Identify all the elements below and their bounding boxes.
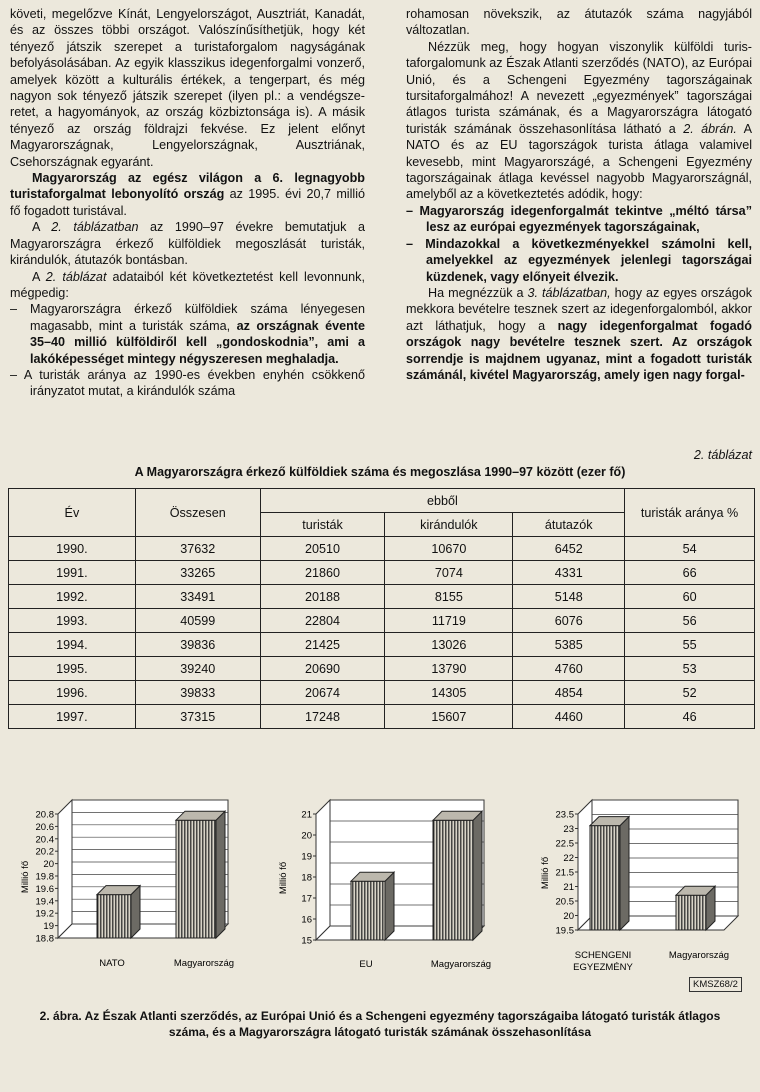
table-cell: 15607	[385, 705, 513, 729]
plot-area	[278, 800, 491, 970]
tick-label: 21.5	[555, 867, 574, 879]
table-cell: 1994.	[9, 633, 136, 657]
tick-label: 19.2	[35, 908, 54, 920]
table-reference: 2. táblázat	[693, 448, 752, 462]
table-cell: 6076	[513, 609, 625, 633]
table-body	[9, 537, 755, 729]
table-cell: 13026	[385, 633, 513, 657]
tick-label: 19.4	[35, 896, 54, 908]
text: Ha megnézzük a	[428, 285, 528, 300]
category-label-line: EGYEZMÉNY	[573, 962, 633, 973]
bar-side	[216, 811, 225, 938]
table-cell: 14305	[385, 681, 513, 705]
y-axis-label: Millió fő	[20, 860, 31, 894]
tick-label: 21	[563, 882, 574, 893]
table-row	[9, 705, 755, 729]
bar	[176, 811, 225, 938]
table-title: A Magyarországra érkező külföldiek száma és megoszlása 1990–97 között (ezer fő)	[134, 465, 626, 479]
chart-schengen	[528, 770, 756, 980]
bar	[433, 811, 482, 940]
left-column	[10, 6, 365, 400]
table-cell: 1997.	[9, 705, 136, 729]
italic-text: 2. táblázat	[45, 269, 107, 284]
header-tourists: turisták	[260, 513, 385, 537]
tick-label: 21	[301, 809, 312, 821]
italic-text: 2. táblázatban	[51, 220, 139, 235]
tick-label: 20.6	[35, 821, 54, 833]
table-cell: 5148	[513, 585, 625, 609]
header-share: turisták aránya %	[625, 489, 755, 537]
table-cell: 20188	[260, 585, 385, 609]
paragraph: követi, megelőzve Kínát, Lengyelországot, Ausztriát, Kanadát, és az összes többi országot. Valószínűsíthetjük, hogy két tényező játszik szerepet a turistaforgalom nagyságának befolyásolásában. Az egyik klasszikus idegenforgalmi vonzerő, amelyek között a kulturális értékek, a tengerpart, és még nagyon sok tényező játszik szerepet (ilyen pl.: a vendégszeretet, a hagyományok, az ország közbiztonsága is). A másik tényező az ország földrajzi fekvése. Ez jelent előnyt Magyarországnak, Lengyelországnak, Ausztriának, Csehországnak egyaránt.	[10, 7, 365, 169]
bar-front	[590, 826, 620, 930]
header-transit: átutazók	[513, 513, 625, 537]
tick-label: 20.5	[555, 896, 574, 908]
bold-text: Magyarország az egész világon a 6. legnagyobb turistaforgalmat lebonyolító ország	[10, 171, 365, 202]
table-cell: 1993.	[9, 609, 136, 633]
bar-front	[176, 820, 216, 938]
table-cell: 39836	[135, 633, 260, 657]
tick-label: 16	[301, 914, 312, 926]
bar	[97, 886, 140, 938]
table-row	[9, 585, 755, 609]
table-cell: 39833	[135, 681, 260, 705]
text: A	[32, 269, 46, 284]
tick-label: 19	[43, 921, 54, 933]
table-row	[9, 561, 755, 585]
text: hogy az egyes országok mekkora bevételre tesznek szert az idegenforgalomból, akkor azt láthatjuk, hogy a	[406, 285, 753, 333]
tick-label: 15	[301, 935, 312, 947]
header-excursionists: kirándulók	[385, 513, 513, 537]
italic-text: 3. táblázatban,	[527, 285, 611, 300]
table-cell: 66	[625, 561, 755, 585]
tick-label: 18.8	[35, 933, 54, 945]
figure-caption: 2. ábra. Az Észak Atlanti szerződés, az Európai Unió és a Schengeni egyezmény tagországaiba látogató turisták átlagos száma, és a Magyarországra látogató turisták számának összehasonlítása	[39, 1009, 721, 1039]
plot-area	[540, 800, 738, 973]
category-label	[573, 950, 633, 973]
paragraph	[406, 285, 752, 383]
list-item: – Magyarország idegenforgalmát tekintve „méltó társa” lesz az európai egyezmények tagországainak,	[406, 203, 752, 235]
table-row	[9, 633, 755, 657]
table-cell: 52	[625, 681, 755, 705]
table-cell: 4854	[513, 681, 625, 705]
tick-label: 20	[563, 911, 574, 922]
table-row	[9, 681, 755, 705]
category-label	[669, 950, 729, 961]
tick-label: 20.2	[35, 846, 54, 858]
bar-side	[620, 817, 629, 930]
tick-label: 20.8	[35, 809, 54, 821]
italic-text: 2. ábrán.	[683, 121, 737, 136]
text: – Magyarországra érkező külföldiek száma lényegesen magasabb, mint a turisták száma,	[10, 302, 365, 333]
table-cell: 1996.	[9, 681, 136, 705]
table-cell: 1990.	[9, 537, 136, 561]
bar-front	[351, 881, 385, 940]
list-item: – Mindazokkal a következményekkel számolni kell, amelyekkel az egyezmények jelenlegi tagországai küzdenek, vagy előnyeit élvezik.	[406, 236, 752, 284]
bar-front	[433, 820, 473, 940]
table-cell: 4331	[513, 561, 625, 585]
table-cell: 13790	[385, 657, 513, 681]
bar-top	[176, 811, 225, 820]
y-axis-label: Millió fő	[278, 861, 289, 895]
table-cell: 37315	[135, 705, 260, 729]
category-label-line: Magyarország	[430, 959, 492, 970]
tick-label: 17	[301, 893, 312, 905]
tick-label: 22	[563, 853, 574, 864]
side-wall	[58, 800, 72, 938]
table-cell: 39240	[135, 657, 260, 681]
header-year: Év	[9, 489, 136, 537]
table-cell: 20510	[260, 537, 385, 561]
chart-eu	[268, 770, 518, 975]
category-label-line: Magyarország	[173, 958, 235, 969]
bar-front	[97, 895, 131, 938]
tick-label: 19.8	[35, 871, 54, 883]
table-cell: 55	[625, 633, 755, 657]
header-group: ebből	[260, 489, 625, 513]
y-axis-label: Millió fő	[540, 856, 551, 890]
text: A NATO és az EU tagországok turista átlaga valamivel kevesebb, mint Magyarországé, a Schengeni Egyezmény tagországainak átlaga kevéssel nagyobb Magyarországnál, amelyből az a következtetés adódik, hogy:	[406, 121, 752, 202]
data-table	[8, 488, 755, 729]
tick-label: 22.5	[555, 838, 574, 850]
tick-label: 20.4	[35, 834, 54, 846]
category-label-line: EU	[359, 959, 373, 970]
tick-label: 20	[301, 830, 312, 842]
paragraph	[10, 170, 365, 219]
side-wall	[316, 800, 330, 940]
table-cell: 10670	[385, 537, 513, 561]
bar-top	[433, 811, 482, 820]
table-cell: 33265	[135, 561, 260, 585]
paragraph: rohamosan növekszik, az átutazók száma nagyjából változatlan.	[406, 7, 752, 38]
table-cell: 21860	[260, 561, 385, 585]
table-cell: 20690	[260, 657, 385, 681]
paragraph	[10, 219, 365, 268]
paragraph	[406, 39, 752, 203]
tick-label: 20	[43, 859, 54, 871]
text: adataiból két következtetést kell levonnunk, mégpedig:	[10, 269, 365, 300]
table-row	[9, 609, 755, 633]
figure-code: KMSZ68/2	[689, 977, 742, 992]
chart-nato	[10, 770, 260, 975]
bar-side	[385, 872, 394, 940]
table-cell: 60	[625, 585, 755, 609]
table-cell: 11719	[385, 609, 513, 633]
table-cell: 1995.	[9, 657, 136, 681]
category-label	[99, 958, 125, 969]
tick-label: 23.5	[555, 809, 574, 821]
table-cell: 4760	[513, 657, 625, 681]
bold-text: nagy idegenforgalmat fogadó országok nagy bevételre tesznek szert. Az országok sorrendje is majdnem ugyanaz, mint a fogadott turisták számánál, kivétel Magyarország, amely igen nagy forgal-	[406, 318, 753, 382]
table-cell: 8155	[385, 585, 513, 609]
tick-label: 23	[563, 824, 574, 835]
table-cell: 4460	[513, 705, 625, 729]
bar-front	[676, 895, 706, 930]
table-cell: 56	[625, 609, 755, 633]
text: A	[32, 220, 52, 235]
list-item: – A turisták aránya az 1990-es években enyhén csökkenő irányzatot mutat, a kirándulók száma	[10, 367, 365, 399]
header-total: Összesen	[135, 489, 260, 537]
tick-label: 19.6	[35, 883, 54, 895]
category-label-line: Magyarország	[668, 950, 730, 961]
text: Nézzük meg, hogy hogyan viszonylik külföldi turistaforgalomunk az Észak Atlanti szerződés (NATO), az Európai Unió, és a Schengeni Egyezmény tagországainak tursitaforgalmához! A nevezett „egyezmények” tagországai átlagos turista számának, és a Magyarországra látogató turisták számának összehasonlítása látható a	[406, 39, 753, 136]
table-cell: 21425	[260, 633, 385, 657]
table-cell: 22804	[260, 609, 385, 633]
paragraph	[10, 269, 365, 302]
text: az 1995. évi 20,7 millió fő fogadott turistával.	[10, 187, 366, 218]
list-item	[10, 301, 365, 367]
table-cell: 17248	[260, 705, 385, 729]
table-cell: 46	[625, 705, 755, 729]
bar-side	[473, 811, 482, 940]
table-row	[9, 537, 755, 561]
category-label-line: NATO	[99, 958, 125, 969]
bar	[676, 886, 715, 930]
bar	[351, 872, 394, 940]
text: az 1990–97 évekre bemutatjuk a Magyarországra érkező külföldiek megoszlását turisták, kirándulók, átutazók bontásban.	[10, 220, 365, 268]
table-cell: 7074	[385, 561, 513, 585]
table-cell: 6452	[513, 537, 625, 561]
category-label	[174, 958, 234, 969]
table-cell: 37632	[135, 537, 260, 561]
tick-label: 18	[301, 872, 312, 884]
bold-text: az országnak évente 35–40 millió külföldiről kell „gondoskodnia”, ami a lakóképességet mintegy négyszeresen meghaladja.	[30, 318, 365, 366]
right-column	[406, 6, 752, 383]
category-label-line: SCHENGENI	[574, 950, 632, 961]
bar	[590, 817, 629, 930]
category-label	[359, 959, 372, 970]
table-cell: 53	[625, 657, 755, 681]
tick-label: 19.5	[555, 925, 574, 937]
table-cell: 5385	[513, 633, 625, 657]
table-cell: 1991.	[9, 561, 136, 585]
table-cell: 54	[625, 537, 755, 561]
table-cell: 1992.	[9, 585, 136, 609]
table-cell: 33491	[135, 585, 260, 609]
table-row	[9, 657, 755, 681]
tick-label: 19	[301, 851, 312, 863]
table-cell: 20674	[260, 681, 385, 705]
plot-area	[20, 800, 234, 969]
table-cell: 40599	[135, 609, 260, 633]
category-label	[431, 959, 491, 970]
